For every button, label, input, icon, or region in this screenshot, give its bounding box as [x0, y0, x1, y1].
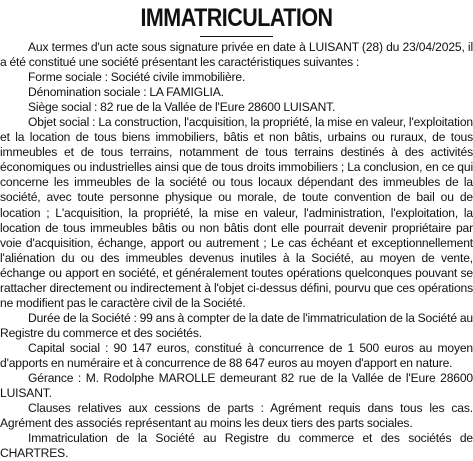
notice-body — [0, 40, 473, 461]
paragraph-capital-social: Capital social : 90 147 euros, constitué à concurrence de 1 500 euros au moyen d'apports en numéraire et à concurrence de 88 647 euros au moyen d'apport en nature. — [0, 340, 473, 370]
paragraph-immatriculation: Immatriculation de la Société au Registre du commerce et des sociétés de CHARTRES. — [0, 431, 473, 461]
paragraph-cessions: Clauses relatives aux cessions de parts : Agrément requis dans tous les cas. Agrément des associés représentant au moins les deux tiers des parts sociales. — [0, 401, 473, 431]
paragraph-duree: Durée de la Société : 99 ans à compter de la date de l'immatriculation de la Société au Registre du commerce et des sociétés. — [0, 310, 473, 340]
paragraph-siege-social: Siège social : 82 rue de la Vallée de l'Eure 28600 LUISANT. — [28, 100, 336, 115]
title-underline — [200, 36, 273, 37]
paragraph-forme-sociale: Forme sociale : Société civile immobilière. — [28, 70, 246, 85]
paragraph-intro: Aux termes d'un acte sous signature privée en date à LUISANT (28) du 23/04/2025, il a été constitué une société présentant les caractéristiques suivantes : — [0, 40, 473, 70]
paragraph-objet-social: Objet social : La construction, l'acquisition, la propriété, la mise en valeur, l'exploitation et la location de tous biens immobiliers, bâtis et non bâtis, urbains ou ruraux, de tous immeubles et de tous terrains, notamment de tous terrains destinés à des activités économiques ou industrielles ainsi que de tous droits immobiliers ; La conclusion, en ce qui concerne les immeubles de la société ou tous locaux dépendant des immeubles de la société, avec toute personne physique ou morale, de toute convention de bail ou de location ; L'acquisition, la propriété, la mise en valeur, l'administration, l'exploitation, la location de tous immeubles bâtis ou non bâtis dont elle pourrait devenir propriétaire par voie d'acquisition, échange, apport ou autrement ; Le cas échéant et exceptionnellement l'aliénation du ou des immeubles devenus inutiles à la Société, au moyen de vente, échange ou apport en société, et généralement toutes opérations quelconques pouvant se rattacher directement ou indirectement à l'objet ci-dessus défini, pourvu que ces opérations ne modifient pas le caractère civil de la Société. — [0, 115, 473, 310]
paragraph-gerance: Gérance : M. Rodolphe MAROLLE demeurant 82 rue de la Vallée de l'Eure 28600 LUISANT. — [0, 371, 473, 401]
notice-title: IMMATRICULATION — [140, 4, 333, 32]
paragraph-denomination: Dénomination sociale : LA FAMIGLIA. — [28, 85, 224, 100]
